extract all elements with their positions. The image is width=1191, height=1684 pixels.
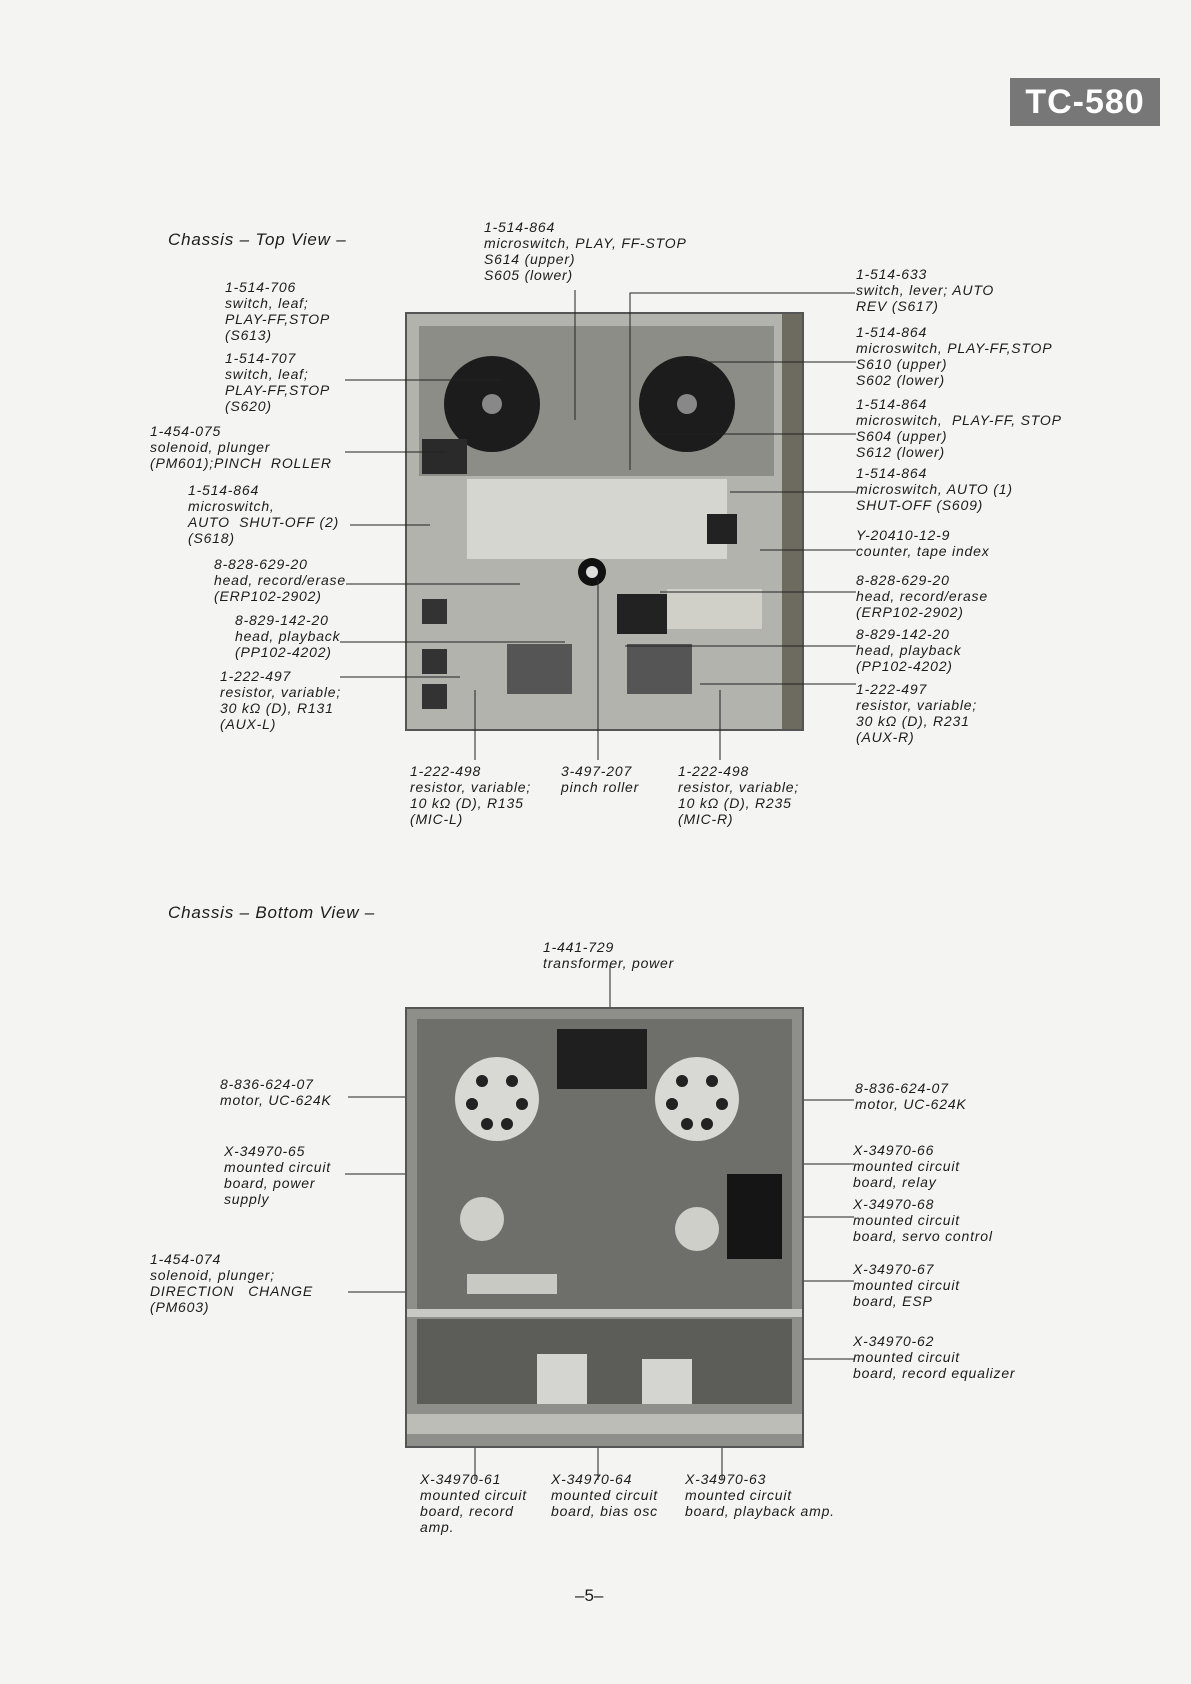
label-autoshutoff-s609: 1-514-864 microswitch, AUTO (1) SHUT-OFF (S609) xyxy=(856,465,1013,513)
label-leaf-switch-s613: 1-514-706 switch, leaf; PLAY-FF,STOP (S613) xyxy=(225,279,331,343)
label-tape-counter: Y-20410-12-9 counter, tape index xyxy=(856,527,990,559)
bottom-view-title: Chassis – Bottom View – xyxy=(168,903,376,922)
label-microswitch-s604: 1-514-864 microswitch, PLAY-FF, STOP S604 (upper) S612 (lower) xyxy=(856,396,1062,460)
label-motor-right: 8-836-624-07 motor, UC-624K xyxy=(855,1080,967,1112)
label-leaf-switch-s620: 1-514-707 switch, leaf; PLAY-FF,STOP (S620) xyxy=(225,350,331,414)
label-board-esp: X-34970-67 mounted circuit board, ESP xyxy=(853,1261,960,1309)
label-board-servo-control: X-34970-68 mounted circuit board, servo control xyxy=(853,1196,993,1244)
label-board-playback-amp: X-34970-63 mounted circuit board, playback amp. xyxy=(685,1471,835,1519)
bottom-view-photo xyxy=(405,1007,804,1448)
label-autoshutoff-s618: 1-514-864 microswitch, AUTO SHUT-OFF (2) (S618) xyxy=(188,482,340,546)
label-motor-left: 8-836-624-07 motor, UC-624K xyxy=(220,1076,332,1108)
label-solenoid-pm601: 1-454-075 solenoid, plunger (PM601);PINCH ROLLER xyxy=(150,423,332,471)
label-resistor-mic-r: 1-222-498 resistor, variable; 10 kΩ (D), R235 (MIC-R) xyxy=(678,763,800,827)
label-head-record-erase-right: 8-828-629-20 head, record/erase (ERP102-2902) xyxy=(856,572,988,620)
label-board-record-amp: X-34970-61 mounted circuit board, record amp. xyxy=(420,1471,527,1535)
page-number: –5– xyxy=(575,1586,604,1605)
label-solenoid-pm603: 1-454-074 solenoid, plunger; DIRECTION CHANGE (PM603) xyxy=(150,1251,313,1315)
top-view-illustration xyxy=(407,314,802,729)
label-microswitch-play-ffstop: 1-514-864 microswitch, PLAY, FF-STOP S614 (upper) S605 (lower) xyxy=(484,219,687,283)
label-resistor-aux-r: 1-222-497 resistor, variable; 30 kΩ (D), R231 (AUX-R) xyxy=(856,681,978,745)
label-lever-switch-s617: 1-514-633 switch, lever; AUTO REV (S617) xyxy=(856,266,995,314)
label-resistor-mic-l: 1-222-498 resistor, variable; 10 kΩ (D), R135 (MIC-L) xyxy=(410,763,532,827)
label-head-playback-left: 8-829-142-20 head, playback (PP102-4202) xyxy=(235,612,341,660)
label-microswitch-s610: 1-514-864 microswitch, PLAY-FF,STOP S610 (upper) S602 (lower) xyxy=(856,324,1053,388)
label-board-record-equalizer: X-34970-62 mounted circuit board, record equalizer xyxy=(853,1333,1016,1381)
model-badge: TC-580 xyxy=(1010,78,1160,126)
bottom-view-illustration xyxy=(407,1009,802,1446)
top-view-title: Chassis – Top View – xyxy=(168,230,347,249)
label-board-relay: X-34970-66 mounted circuit board, relay xyxy=(853,1142,960,1190)
label-board-power-supply: X-34970-65 mounted circuit board, power supply xyxy=(224,1143,331,1207)
label-pinch-roller: 3-497-207 pinch roller xyxy=(561,763,640,795)
label-resistor-aux-l: 1-222-497 resistor, variable; 30 kΩ (D), R131 (AUX-L) xyxy=(220,668,342,732)
top-view-photo xyxy=(405,312,804,731)
label-power-transformer: 1-441-729 transformer, power xyxy=(543,939,675,971)
label-head-record-erase-left: 8-828-629-20 head, record/erase (ERP102-2902) xyxy=(214,556,346,604)
label-head-playback-right: 8-829-142-20 head, playback (PP102-4202) xyxy=(856,626,962,674)
label-board-bias-osc: X-34970-64 mounted circuit board, bias osc xyxy=(551,1471,658,1519)
